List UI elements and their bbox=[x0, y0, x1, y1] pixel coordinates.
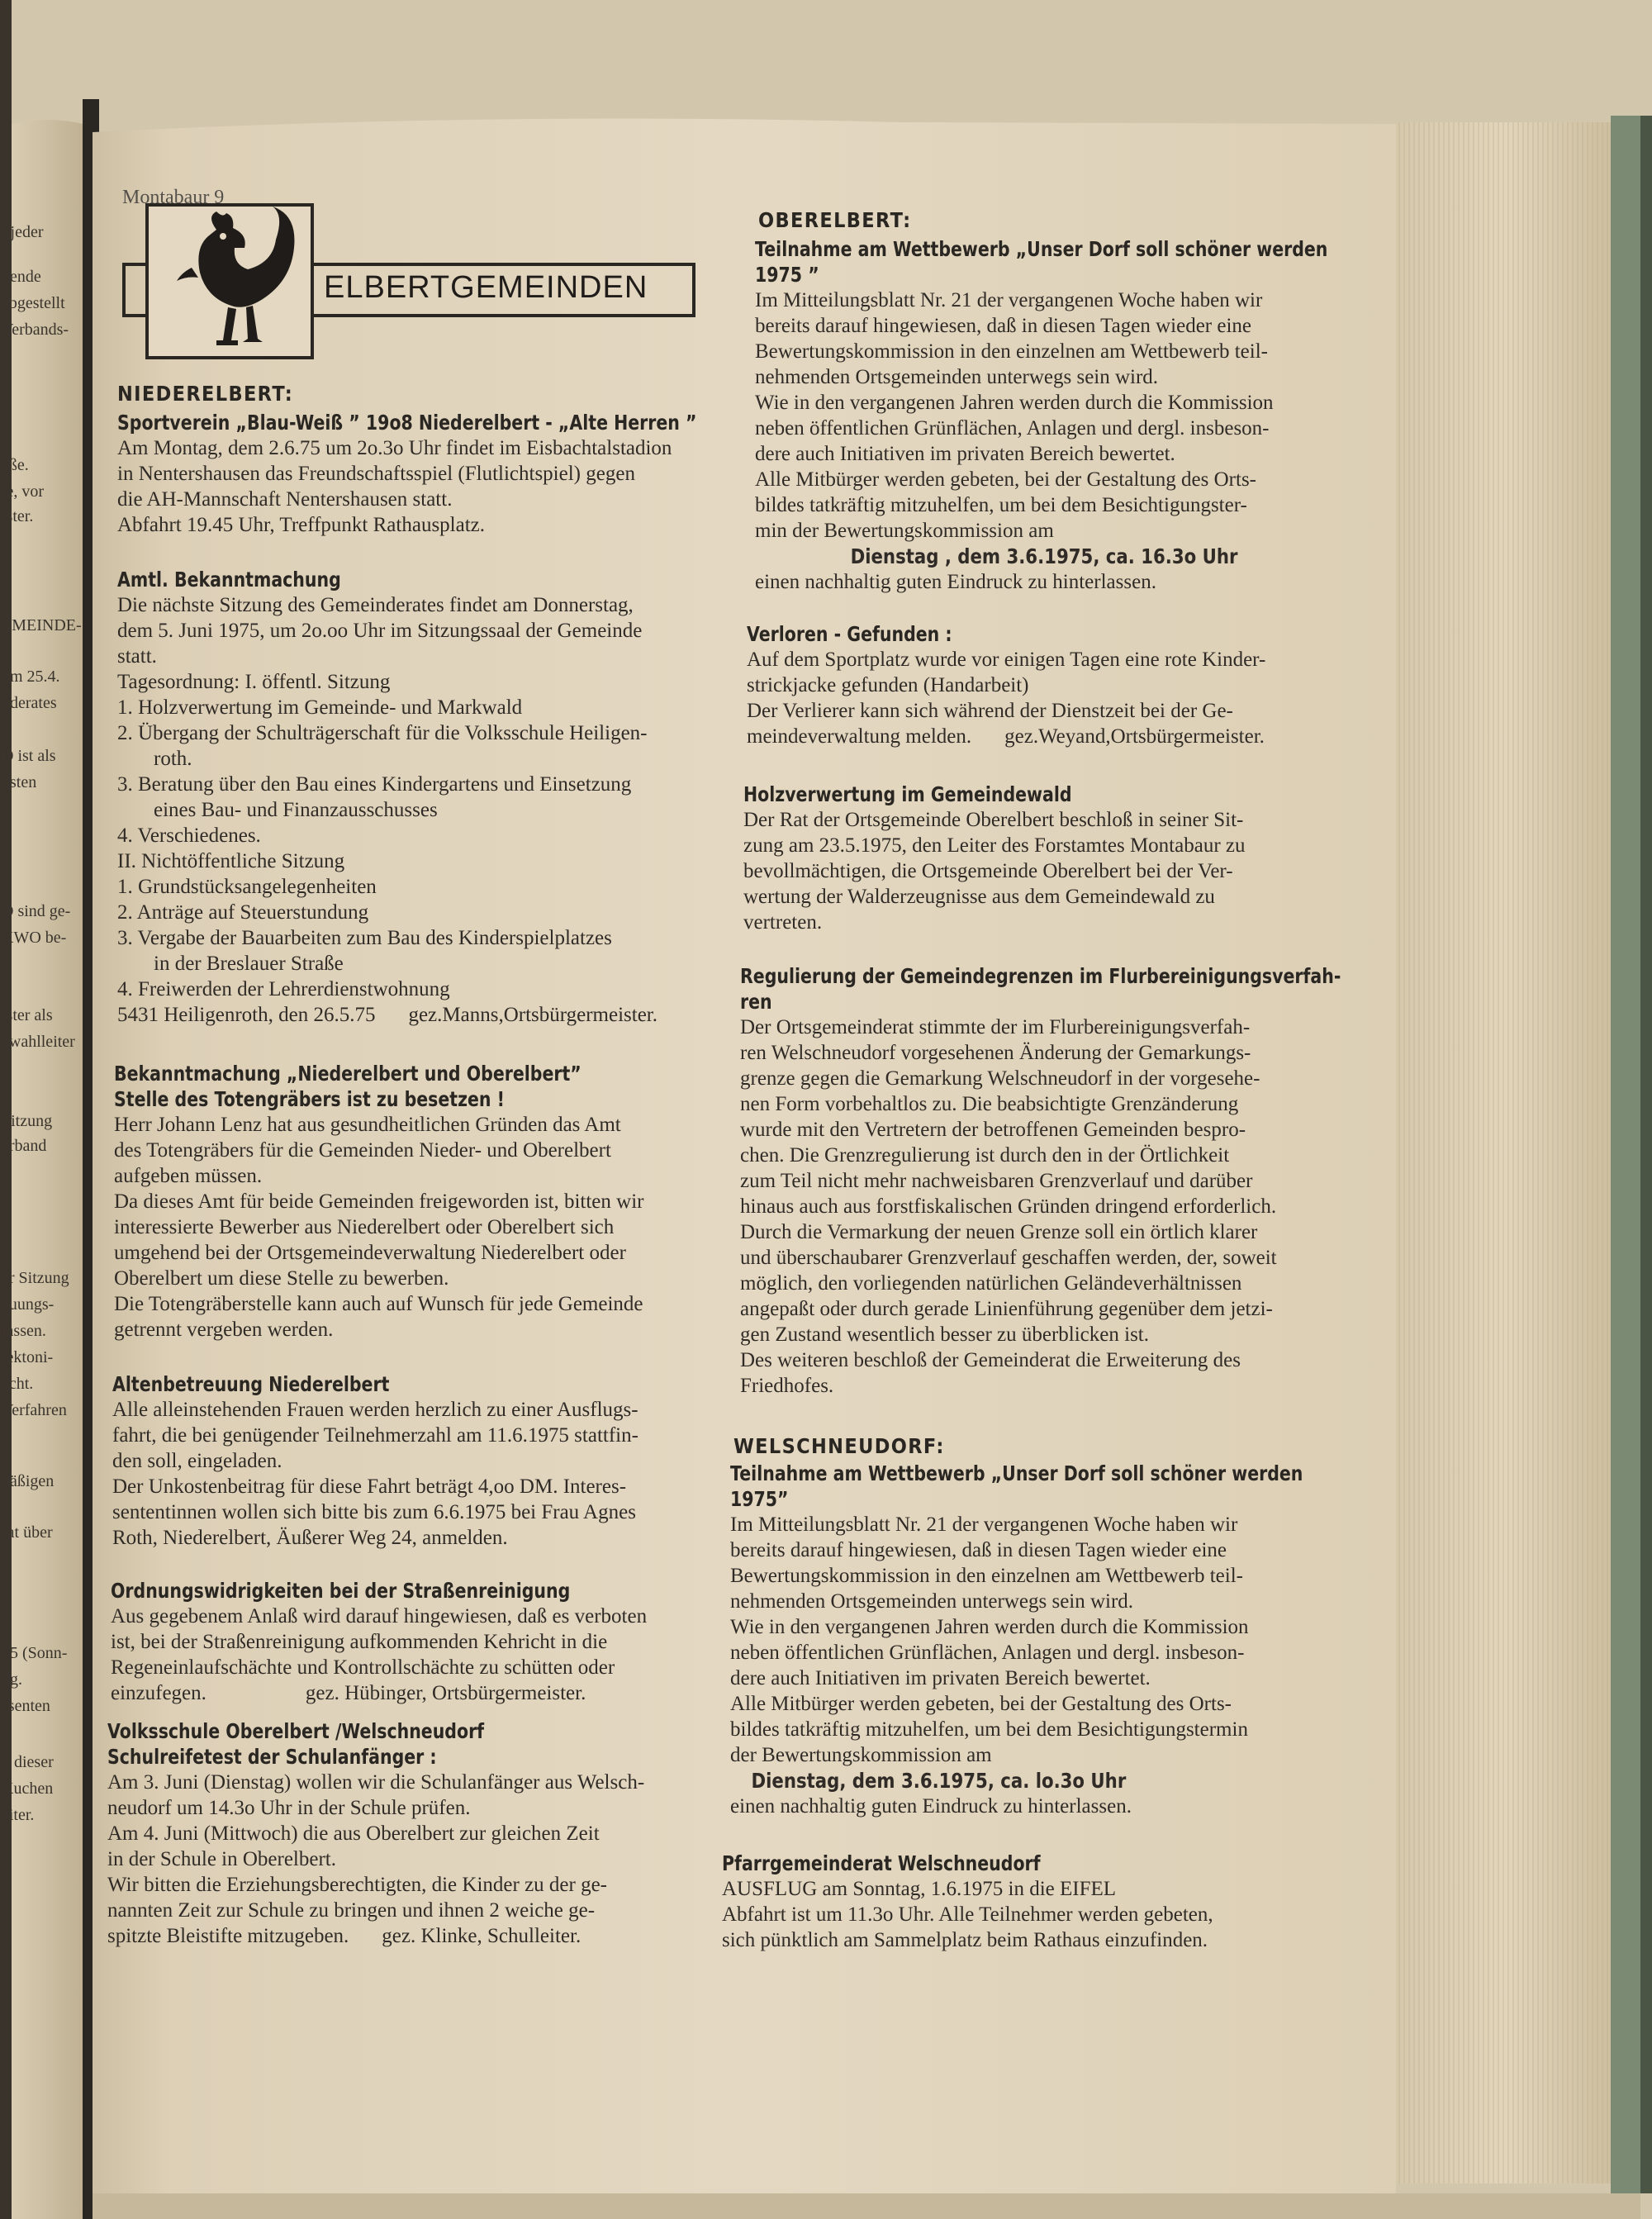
previous-page-line: Verbands- bbox=[2, 321, 69, 339]
article-holzverwertung bbox=[743, 782, 1379, 935]
previous-page-line: D sind ge- bbox=[2, 902, 71, 920]
text-line: 1. Grundstücksangelegenheiten bbox=[117, 876, 377, 898]
village-heading-niederelbert: NIEDERELBERT: bbox=[117, 382, 294, 406]
text-line: 2. Anträge auf Steuerstundung bbox=[117, 901, 369, 924]
article-body bbox=[112, 1397, 757, 1551]
previous-page-line: tektoni- bbox=[2, 1348, 54, 1366]
previous-page-line: erband bbox=[2, 1137, 47, 1155]
previous-page-line: er Sitzung bbox=[2, 1269, 69, 1287]
article-body bbox=[740, 1014, 1384, 1399]
text-line: Bewertungskommission in den einzelnen am Wettbewerb teil- bbox=[755, 340, 1268, 363]
text-line: umgehend bei der Ortsgemeindeverwaltung Niederelbert oder bbox=[114, 1242, 626, 1264]
article-heading: Bekanntmachung „Niederelbert und Oberelbert” bbox=[114, 1062, 582, 1086]
text-line: Alle alleinstehenden Frauen werden herzlich zu einer Ausflugs- bbox=[112, 1399, 638, 1421]
text-line: Abfahrt ist um 11.3o Uhr. Alle Teilnehmer werden gebeten, bbox=[722, 1903, 1213, 1926]
article-body bbox=[730, 1512, 1383, 1819]
text-line: statt. bbox=[117, 645, 157, 668]
article-amtl-bekanntmachung bbox=[117, 567, 753, 1028]
text-line: Durch die Vermarkung der neuen Grenze soll ein örtlich klarer bbox=[740, 1221, 1258, 1243]
text-line: wertung der Walderzeugnisse aus dem Gemeindewald zu bbox=[743, 886, 1215, 908]
text-line: 1. Holzverwertung im Gemeinde- und Markwald bbox=[117, 696, 523, 719]
text-line: Da dieses Amt für beide Gemeinden freigeworden ist, bitten wir bbox=[114, 1190, 644, 1213]
article-pfarrgemeinderat bbox=[722, 1851, 1383, 1953]
text-line: interessierte Bewerber aus Niederelbert oder Oberelbert sich bbox=[114, 1216, 615, 1238]
article-body bbox=[722, 1876, 1383, 1953]
article-heading-continued: 1975 ” bbox=[755, 263, 819, 287]
previous-page-line: r. bbox=[2, 383, 11, 402]
text-line: Am Montag, dem 2.6.75 um 2o.3o Uhr findet im Eisbachtalstadion bbox=[117, 437, 672, 459]
text-line: dere auch Initiativen im privaten Bereich bewertet. bbox=[730, 1667, 1151, 1689]
text-line: chen. Die Grenzregulierung ist durch den in der Örtlichkeit bbox=[740, 1144, 1230, 1167]
text-line: Friedhofes. bbox=[740, 1375, 834, 1397]
text-line: getrennt vergeben werden. bbox=[114, 1319, 334, 1341]
article-sportverein bbox=[117, 410, 753, 538]
text-line: Aus gegebenem Anlaß wird darauf hingewiesen, daß es verboten bbox=[111, 1605, 648, 1627]
text-line: grenze gegen die Gemarkung Welschneudorf in der vorgesehe- bbox=[740, 1067, 1260, 1090]
text-line: Alle Mitbürger werden gebeten, bei der Gestaltung des Orts- bbox=[755, 468, 1256, 491]
article-heading: Teilnahme am Wettbewerb „Unser Dorf soll schöner werden bbox=[730, 1461, 1303, 1485]
text-line: zung am 23.5.1975, den Leiter des Forstamtes Montabaur zu bbox=[743, 834, 1246, 857]
previous-page-line: O ist als bbox=[2, 747, 56, 765]
place-date: 5431 Heiligenroth, den 26.5.75 bbox=[117, 1004, 376, 1026]
article-strassenreinigung bbox=[111, 1578, 755, 1706]
signature-line bbox=[117, 1002, 753, 1028]
article-heading-continued: ren bbox=[740, 990, 772, 1014]
article-body bbox=[114, 1112, 758, 1342]
article-heading: Verloren - Gefunden : bbox=[747, 622, 952, 646]
previous-page-line: ng. bbox=[2, 1670, 22, 1689]
article-volksschule bbox=[107, 1718, 760, 1949]
text-line: angepaßt oder durch gerade Linienführung gegenüber dem jetzi- bbox=[740, 1298, 1273, 1320]
previous-page-line: KWO be- bbox=[2, 929, 67, 947]
event-date: Dienstag , dem 3.6.1975, ca. 16.3o Uhr bbox=[850, 544, 1238, 568]
text-line: II. Nichtöffentliche Sitzung bbox=[117, 850, 345, 872]
text-line: der Bewertungskommission am bbox=[730, 1744, 992, 1766]
previous-page-line: gende bbox=[2, 268, 41, 286]
text-line: Am 4. Juni (Mittwoch) die aus Oberelbert zur gleichen Zeit bbox=[107, 1822, 600, 1845]
article-wettbewerb-welschneudorf bbox=[730, 1461, 1383, 1819]
text-line: bereits darauf hingewiesen, daß in diesen Tagen wieder eine bbox=[755, 315, 1252, 337]
text-line: des Totengräbers für die Gemeinden Nieder- und Oberelbert bbox=[114, 1139, 611, 1162]
text-line: Des weiteren beschloß der Gemeinderat die Erweiterung des bbox=[740, 1349, 1241, 1371]
text-line: den soll, eingeladen. bbox=[112, 1450, 282, 1472]
article-heading: Amtl. Bekanntmachung bbox=[117, 568, 341, 592]
text-line: fahrt, die bei genügender Teilnehmerzahl am 11.6.1975 stattfin- bbox=[112, 1424, 638, 1447]
text-line: bereits darauf hingewiesen, daß in diesen Tagen wieder eine bbox=[730, 1539, 1227, 1561]
event-date: Dienstag, dem 3.6.1975, ca. lo.3o Uhr bbox=[751, 1769, 1127, 1793]
text-line: Wie in den vergangenen Jahren werden durch die Kommission bbox=[755, 392, 1274, 414]
previous-page-line: 75 (Sonn- bbox=[2, 1644, 68, 1662]
page-header: Montabaur 9 bbox=[122, 187, 225, 208]
text-line: Regeneinlaufschächte und Kontrollschächte zu schütten oder bbox=[111, 1656, 615, 1679]
previous-page-line: lassen. bbox=[2, 1322, 46, 1340]
previous-page-line: te, vor bbox=[2, 482, 45, 501]
text-line: einen nachhaltig guten Eindruck zu hinterlassen. bbox=[755, 571, 1156, 593]
text-line: Alle Mitbürger werden gebeten, bei der Gestaltung des Orts- bbox=[730, 1693, 1232, 1715]
book-cover-binding bbox=[1611, 116, 1640, 2193]
text-line: wurde mit den Vertretern der betroffenen Gemeinden bespro- bbox=[740, 1119, 1246, 1141]
previous-page-line: ewahlleiter bbox=[2, 1033, 75, 1051]
signature: gez. Hübinger, Ortsbürgermeister. bbox=[305, 1682, 586, 1704]
text-line: die AH-Mannschaft Nentershausen statt. bbox=[117, 488, 453, 511]
text-line: neben öffentlichen Grünflächen, Anlagen und dergl. insbeson- bbox=[755, 417, 1270, 440]
page-block-lines bbox=[1396, 122, 1611, 2183]
article-body bbox=[107, 1770, 760, 1949]
text-line: spitzte Bleistifte mitzugeben. bbox=[107, 1925, 349, 1947]
previous-page-line: auungs- bbox=[2, 1295, 55, 1314]
previous-page-line: t jeder bbox=[2, 223, 44, 241]
banner-title: ELBERTGEMEINDEN bbox=[324, 270, 648, 305]
article-body bbox=[111, 1604, 755, 1706]
text-line: 3. Beratung über den Bau eines Kindergartens und Einsetzung bbox=[117, 773, 632, 796]
text-line: Im Mitteilungsblatt Nr. 21 der vergangenen Woche haben wir bbox=[755, 289, 1263, 311]
text-line: neudorf um 14.3o Uhr in der Schule prüfen. bbox=[107, 1797, 471, 1819]
signature-line bbox=[111, 1680, 755, 1706]
previous-page-line: rat über bbox=[2, 1523, 53, 1542]
village-heading-welschneudorf: WELSCHNEUDORF: bbox=[733, 1434, 945, 1458]
text-line: dere auch Initiativen im privaten Bereich bewertet. bbox=[755, 443, 1175, 465]
article-body bbox=[117, 435, 753, 538]
previous-page-line: Kuchen bbox=[2, 1779, 54, 1798]
article-heading: Ordnungswidrigkeiten bei der Straßenreinigung bbox=[111, 1579, 571, 1603]
signature-line bbox=[747, 724, 1383, 749]
text-line: Roth, Niederelbert, Äußerer Weg 24, anmelden. bbox=[112, 1527, 508, 1549]
article-verloren-gefunden bbox=[747, 621, 1383, 749]
text-line: bildes tatkräftig mitzuhelfen, um bei dem Besichtigungster- bbox=[755, 494, 1247, 516]
binding-shadow bbox=[1640, 116, 1652, 2193]
previous-page bbox=[12, 120, 83, 2219]
text-line: aufgeben müssen. bbox=[114, 1165, 263, 1187]
article-heading-continued: 1975” bbox=[730, 1487, 789, 1511]
previous-page-line: abgestellt bbox=[2, 294, 65, 312]
previous-page-line: Sitzung bbox=[2, 1112, 53, 1130]
text-line: 4. Freiwerden der Lehrerdienstwohnung bbox=[117, 978, 450, 1000]
previous-page-line: acht. bbox=[2, 1375, 34, 1393]
text-line: nannten Zeit zur Schule zu bringen und ihnen 2 weiche ge- bbox=[107, 1899, 596, 1922]
article-subheading: Schulreifetest der Schulanfänger : bbox=[107, 1745, 437, 1769]
signature: gez.Manns,Ortsbürgermeister. bbox=[408, 1004, 658, 1026]
article-wettbewerb-oberelbert bbox=[755, 236, 1383, 595]
previous-page-line: ister. bbox=[2, 507, 34, 525]
article-gemeindegrenzen bbox=[740, 963, 1384, 1399]
text-line: Tagesordnung: I. öffentl. Sitzung bbox=[117, 671, 391, 693]
previous-page-line: EMEINDE- bbox=[2, 616, 82, 634]
previous-page-line: nderates bbox=[2, 694, 57, 712]
article-heading: Holzverwertung im Gemeindewald bbox=[743, 782, 1072, 806]
article-heading: Teilnahme am Wettbewerb „Unser Dorf soll schöner werden bbox=[755, 237, 1328, 261]
signature: gez. Klinke, Schulleiter. bbox=[382, 1925, 582, 1947]
text-line: Die nächste Sitzung des Gemeinderates findet am Donnerstag, bbox=[117, 594, 634, 616]
article-body bbox=[747, 647, 1383, 749]
village-heading-oberelbert: OBERELBERT: bbox=[758, 208, 912, 232]
article-body bbox=[755, 287, 1383, 595]
article-heading: Regulierung der Gemeindegrenzen im Flurbereinigungsverfah- bbox=[740, 964, 1341, 988]
article-subheading: Stelle des Totengräbers ist zu besetzen ! bbox=[114, 1087, 505, 1111]
text-line: roth. bbox=[154, 748, 192, 770]
text-line: sich pünktlich am Sammelplatz beim Rathaus einzufinden. bbox=[722, 1929, 1208, 1951]
article-body bbox=[743, 807, 1379, 935]
text-line: strickjacke gefunden (Handarbeit) bbox=[747, 674, 1029, 696]
text-line: sententinnen wollen sich bitte bis zum 6.6.1975 bei Frau Agnes bbox=[112, 1501, 636, 1523]
bottom-edge bbox=[93, 2193, 1640, 2219]
article-heading: Pfarrgemeinderat Welschneudorf bbox=[722, 1851, 1041, 1875]
text-line: einzufegen. bbox=[111, 1682, 206, 1704]
previous-page-line: näßigen bbox=[2, 1472, 55, 1490]
text-line: ren Welschneudorf vorgesehenen Änderung der Gemarkungs- bbox=[740, 1042, 1251, 1064]
text-line: gen Zustand wesentlich besser zu überblicken ist. bbox=[740, 1323, 1149, 1346]
text-line: 3. Vergabe der Bauarbeiten zum Bau des Kinderspielplatzes bbox=[117, 927, 612, 949]
text-line: Der Unkostenbeitrag für diese Fahrt beträgt 4,oo DM. Interes- bbox=[112, 1475, 627, 1498]
text-line: bildes tatkräftig mitzuhelfen, um bei dem Besichtigungstermin bbox=[730, 1718, 1248, 1741]
text-line: Der Rat der Ortsgemeinde Oberelbert beschloß in seiner Sit- bbox=[743, 809, 1244, 831]
article-heading: Volksschule Oberelbert /Welschneudorf bbox=[107, 1719, 485, 1743]
text-line: Im Mitteilungsblatt Nr. 21 der vergangenen Woche haben wir bbox=[730, 1513, 1238, 1536]
text-line: Auf dem Sportplatz wurde vor einigen Tagen eine rote Kinder- bbox=[747, 649, 1266, 671]
previous-page-line: hsten bbox=[2, 773, 37, 791]
text-line: dem 5. Juni 1975, um 2o.oo Uhr im Sitzungssaal der Gemeinde bbox=[117, 620, 643, 642]
text-line: min der Bewertungskommission am bbox=[755, 520, 1054, 542]
previous-page-line: ister als bbox=[2, 1006, 53, 1024]
previous-page-line: aße. bbox=[2, 456, 29, 474]
previous-page-line: om 25.4. bbox=[2, 668, 60, 686]
text-line: bevollmächtigen, die Ortsgemeinde Oberelbert bei der Ver- bbox=[743, 860, 1233, 882]
text-line: hinaus auch aus forstfiskalischen Gründen dringend erforderlich. bbox=[740, 1195, 1277, 1218]
text-line: nen Form vorbehaltlos zu. Die beabsichtigte Grenzänderung bbox=[740, 1093, 1239, 1115]
text-line: meindeverwaltung melden. bbox=[747, 725, 972, 748]
text-line: Die Totengräberstelle kann auch auf Wunsch für jede Gemeinde bbox=[114, 1293, 643, 1315]
text-line: 2. Übergang der Schulträgerschaft für die Volksschule Heiligen- bbox=[117, 722, 648, 744]
text-line: Wie in den vergangenen Jahren werden durch die Kommission bbox=[730, 1616, 1249, 1638]
signature: gez.Weyand,Ortsbürgermeister. bbox=[1004, 725, 1265, 748]
text-line: 4. Verschiedenes. bbox=[117, 824, 261, 847]
previous-page-line: d dieser bbox=[2, 1753, 54, 1771]
text-line: in der Schule in Oberelbert. bbox=[107, 1848, 336, 1870]
previous-page-line: Verfahren bbox=[2, 1401, 67, 1419]
text-line: Der Verlierer kann sich während der Dienstzeit bei der Ge- bbox=[747, 700, 1233, 722]
previous-page-line: eiter. bbox=[2, 1806, 35, 1824]
article-altenbetreuung bbox=[112, 1371, 757, 1551]
text-line: Abfahrt 19.45 Uhr, Treffpunkt Rathausplatz. bbox=[117, 514, 486, 536]
text-line: Am 3. Juni (Dienstag) wollen wir die Schulanfänger aus Welsch- bbox=[107, 1771, 645, 1794]
article-heading: Sportverein „Blau-Weiß ” 19o8 Niederelbert - „Alte Herren ” bbox=[117, 411, 697, 435]
text-line: Herr Johann Lenz hat aus gesundheitlichen Gründen das Amt bbox=[114, 1114, 621, 1136]
text-line: in Nentershausen das Freundschaftsspiel (Flutlichtspiel) gegen bbox=[117, 463, 635, 485]
article-heading: Altenbetreuung Niederelbert bbox=[112, 1372, 390, 1396]
signature-line bbox=[107, 1923, 760, 1949]
text-line: in der Breslauer Straße bbox=[154, 953, 344, 975]
article-totengraeber bbox=[114, 1061, 758, 1342]
text-line: vertreten. bbox=[743, 911, 823, 934]
text-line: neben öffentlichen Grünflächen, Anlagen und dergl. insbeson- bbox=[730, 1642, 1245, 1664]
text-line: eines Bau- und Finanzausschusses bbox=[154, 799, 438, 821]
text-line: AUSFLUG am Sonntag, 1.6.1975 in die EIFEL bbox=[722, 1878, 1117, 1900]
text-line: und überschaubarer Grenzverlauf geschaffen werden, der, soweit bbox=[740, 1247, 1277, 1269]
text-line: Oberelbert um diese Stelle zu bewerben. bbox=[114, 1267, 449, 1290]
text-line: Wir bitten die Erziehungsberechtigten, die Kinder zu der ge- bbox=[107, 1874, 608, 1896]
text-line: möglich, den vorliegenden natürlichen Geländeverhältnissen bbox=[740, 1272, 1242, 1295]
text-line: nehmenden Ortsgemeinden unterwegs sein wird. bbox=[755, 366, 1159, 388]
previous-page-line: ssenten bbox=[2, 1697, 50, 1715]
article-body bbox=[117, 592, 753, 1028]
text-line: nehmenden Ortsgemeinden unterwegs sein wird. bbox=[730, 1590, 1134, 1613]
text-line: Bewertungskommission in den einzelnen am Wettbewerb teil- bbox=[730, 1565, 1243, 1587]
text-line: zum Teil nicht mehr nachweisbaren Grenzverlauf und darüber bbox=[740, 1170, 1253, 1192]
text-line: Der Ortsgemeinderat stimmte der im Flurbereinigungsverfah- bbox=[740, 1016, 1251, 1038]
text-line: einen nachhaltig guten Eindruck zu hinterlassen. bbox=[730, 1795, 1132, 1817]
text-line: ist, bei der Straßenreinigung aufkommenden Kehricht in die bbox=[111, 1631, 608, 1653]
